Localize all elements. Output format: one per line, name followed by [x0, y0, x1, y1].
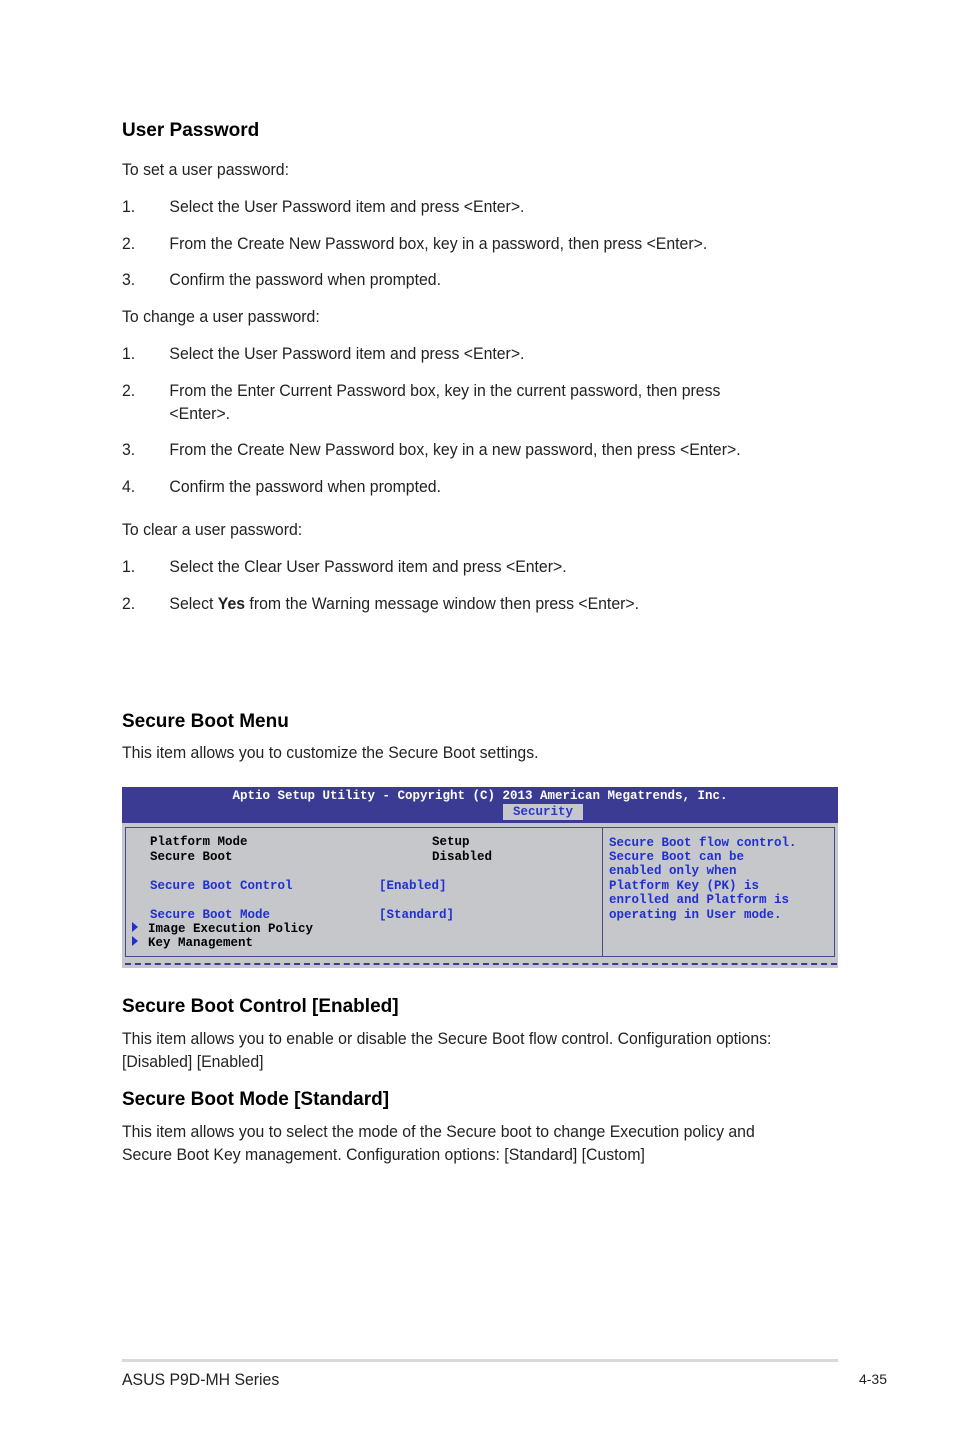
secure-boot-mode-desc: This item allows you to select the mode of the Secure boot to change Execution policy and — [122, 1122, 755, 1141]
step-text-post: from the Warning message window then press <Enter>. — [245, 594, 640, 613]
bios-item-secure-boot-mode[interactable]: Secure Boot Mode — [150, 908, 271, 922]
footer-divider — [122, 1359, 838, 1362]
secure-boot-mode-desc-continued: Secure Boot Key management. Configuration options: [Standard] [Custom] — [122, 1145, 645, 1164]
step-text-pre: Select — [169, 594, 218, 613]
bios-header-bar — [122, 787, 838, 823]
step-number: 1. — [122, 197, 136, 216]
bios-help-line: enabled only when — [609, 864, 737, 878]
step-text — [169, 592, 639, 615]
step-number: 2. — [122, 234, 136, 253]
change-password-intro: To change a user password: — [122, 307, 320, 326]
step-text: Confirm the password when prompted. — [169, 477, 441, 496]
bios-help-line: enrolled and Platform is — [609, 893, 790, 907]
submenu-arrow-icon — [132, 922, 138, 932]
bios-help-line: Secure Boot flow control. — [609, 836, 797, 850]
bios-help-line: Platform Key (PK) is — [609, 879, 760, 893]
bios-item-secure-boot-control[interactable]: Secure Boot Control — [150, 879, 293, 893]
bios-submenu-image-execution-policy[interactable]: Image Execution Policy — [148, 922, 314, 936]
bios-row-value: Setup — [432, 835, 470, 849]
step-text: From the Enter Current Password box, key in the current password, then press — [169, 381, 721, 400]
section-heading-secure-boot-menu: Secure Boot Menu — [122, 711, 289, 732]
step-number: 3. — [122, 440, 136, 459]
step-number: 1. — [122, 557, 136, 576]
section-heading-secure-boot-mode: Secure Boot Mode [Standard] — [122, 1089, 390, 1110]
bios-row-label: Secure Boot — [150, 850, 233, 864]
step-text-bold: Yes — [217, 594, 246, 613]
submenu-arrow-icon — [132, 936, 138, 946]
step-number: 2. — [122, 594, 136, 613]
bios-panel-divider — [602, 827, 603, 957]
bios-submenu-key-management[interactable]: Key Management — [148, 936, 254, 950]
step-number: 3. — [122, 270, 136, 289]
step-text: Select the User Password item and press <Enter>. — [169, 197, 525, 216]
bios-row-value: Disabled — [432, 850, 493, 864]
page-number: 4-35 — [858, 1371, 887, 1387]
section-heading-secure-boot-control: Secure Boot Control [Enabled] — [122, 996, 399, 1017]
step-number: 4. — [122, 477, 136, 496]
step-text: From the Create New Password box, key in a password, then press <Enter>. — [169, 234, 708, 253]
step-number: 2. — [122, 381, 136, 400]
bios-dashed-border — [125, 963, 837, 965]
secure-boot-control-desc-continued: [Disabled] [Enabled] — [122, 1052, 264, 1071]
secure-boot-menu-desc: This item allows you to customize the Secure Boot settings. — [122, 743, 539, 762]
bios-help-line: operating in User mode. — [609, 908, 782, 922]
step-text-continued: <Enter>. — [169, 404, 231, 423]
bios-help-line: Secure Boot can be — [609, 850, 745, 864]
step-number: 1. — [122, 344, 136, 363]
clear-password-intro: To clear a user password: — [122, 520, 303, 539]
bios-row-label: Platform Mode — [150, 835, 248, 849]
bios-screenshot — [122, 787, 838, 968]
secure-boot-control-desc: This item allows you to enable or disable the Secure Boot flow control. Configuration options: — [122, 1029, 772, 1048]
bios-title: Aptio Setup Utility - Copyright (C) 2013 American Megatrends, Inc. — [232, 789, 728, 803]
set-password-intro: To set a user password: — [122, 160, 289, 179]
bios-value-secure-boot-control[interactable]: [Enabled] — [379, 879, 447, 893]
section-heading-user-password: User Password — [122, 120, 260, 141]
bios-value-secure-boot-mode[interactable]: [Standard] — [379, 908, 455, 922]
footer-product-name: ASUS P9D-MH Series — [122, 1370, 280, 1389]
tab-security[interactable]: Security — [503, 804, 583, 820]
step-text: From the Create New Password box, key in a new password, then press <Enter>. — [169, 440, 741, 459]
step-text: Confirm the password when prompted. — [169, 270, 441, 289]
step-text: Select the User Password item and press <Enter>. — [169, 344, 525, 363]
step-text: Select the Clear User Password item and press <Enter>. — [169, 557, 567, 576]
